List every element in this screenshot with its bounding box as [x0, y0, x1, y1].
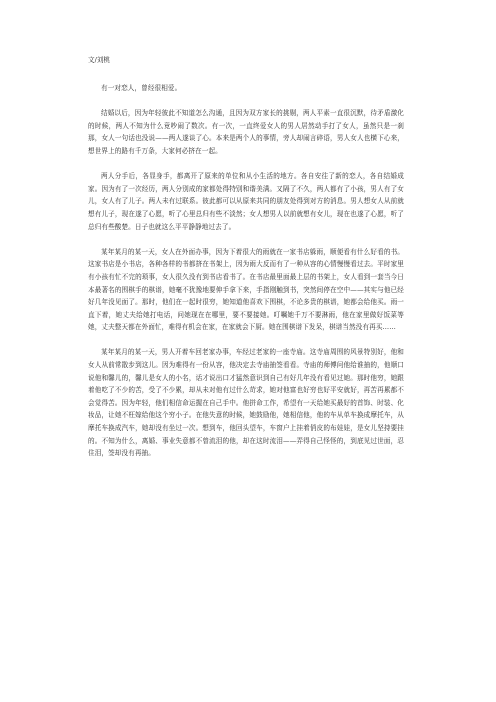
author-byline: 文/刘桃 [88, 56, 111, 64]
paragraph-3: 两人分手后，各显身手，都离开了原来的单位和从小生活的地方。各自安往了新的恋人，各自结婚成家。因为有了一次经历，两人分别成的家都处得特别和谐美满。又隔了不久，两人都有了小孩，男人有了女儿，女人有了儿子。两人未有过联系。彼此都可以从原来共同的朋友处得到对方的消息。男人想女人从前就想有儿子，现在遂了心愿，听了心里总归有些不淡然；女人想男人以前就想有女儿，现在也遂了心愿，听了总归有些酸楚。日子也就这么平平静静地过去了。 [88, 172, 404, 231]
article-body [88, 55, 404, 472]
paragraph-2: 结婚以后，因为年轻彼此不知道怎么沟通，且因为双方家长的挑剔，两人平素一直很沉默，待矛盾激化的时候，两人不知为什么竟吵闹了数次。有一次，一直终爱女人的男人居然动手打了女人，虽然只是一刹那，女人一句话也没说——两人遂谈了心。本来是两个人的事情，旁人却闹言碎语，男人女人也横下心来，想世界上的路有千万条，大家何必挤在一起。 [88, 109, 404, 155]
paragraph-1: 有一对恋人，曾经很相爱。 [101, 84, 182, 92]
paragraph-5: 某年某月的某一天，男人开着车回老家办事，车经过老家的一座寺庙。这寺庙周围的风景特别好，他和女人从前常散步到这儿。因为难得有一份从容，他决定去寺庙抽签看看。寺庙的师傅问他给谁抽的，他顺口说他和馨儿的，馨儿是女人的小名，话才说出口才猛然意识到自己有好几年没有看见过她。那时他穷，她跟着他吃了不少的苦，受了不少累，却从未对他有过什么苛求，她对他富也好穷也好平安就好，再苦再累都不会觉得苦。因为年轻，他们相信命运握在自己手中。他拼命工作，希望有一天给她买最好的首饰、时装、化妆品，让她不枉嫁给他这个穷小子。在他失意的时候，她鼓励他，她相信他，他的车从单车换成摩托车，从摩托车换成汽车，她却没有坐过一次。想到车，他回头望车，车窗户上挂着俏皮的布娃娃，是女儿坚持要挂的。不知为什么，离婚、事业失意都不曾流泪的他，却在这时流泪——弄得自己怪怪的，到底见过世面，忍住泪，签却没有再抽。 [88, 348, 404, 458]
paragraph-4: 某年某月的某一天，女人在外面办事，因为下着很大的雨就在一家书店躲雨，顺便看有什么好看的书。这家书店是小书店，各种各样的书都挤在书架上，因为雨大反而有了一种从容的心情慢慢看过去。平时家里有小孩有忙不完的琐事，女人很久没有到书店看书了。在书店最里面最上层的书架上，女人看到一套当今日本最著名的围棋手的棋谱，她毫不犹豫地要伸手拿下来，手指刚触到书，突然间停在空中——其实与他已经好几年没见面了。那时，他们在一起时很穷，她知道他喜欢下围棋，不论多贵的棋谱，她都会给他买。雨一直下着，她丈夫给她打电话，问她现在在哪里，要不要接她。叮嘱她千万不要淋雨，他在家里做好饭菜等她，丈夫整天都在外面忙，难得有机会在家，在家就会下厨。她在围棋谱下发呆，棋谱当然没有再买…… [88, 247, 404, 332]
